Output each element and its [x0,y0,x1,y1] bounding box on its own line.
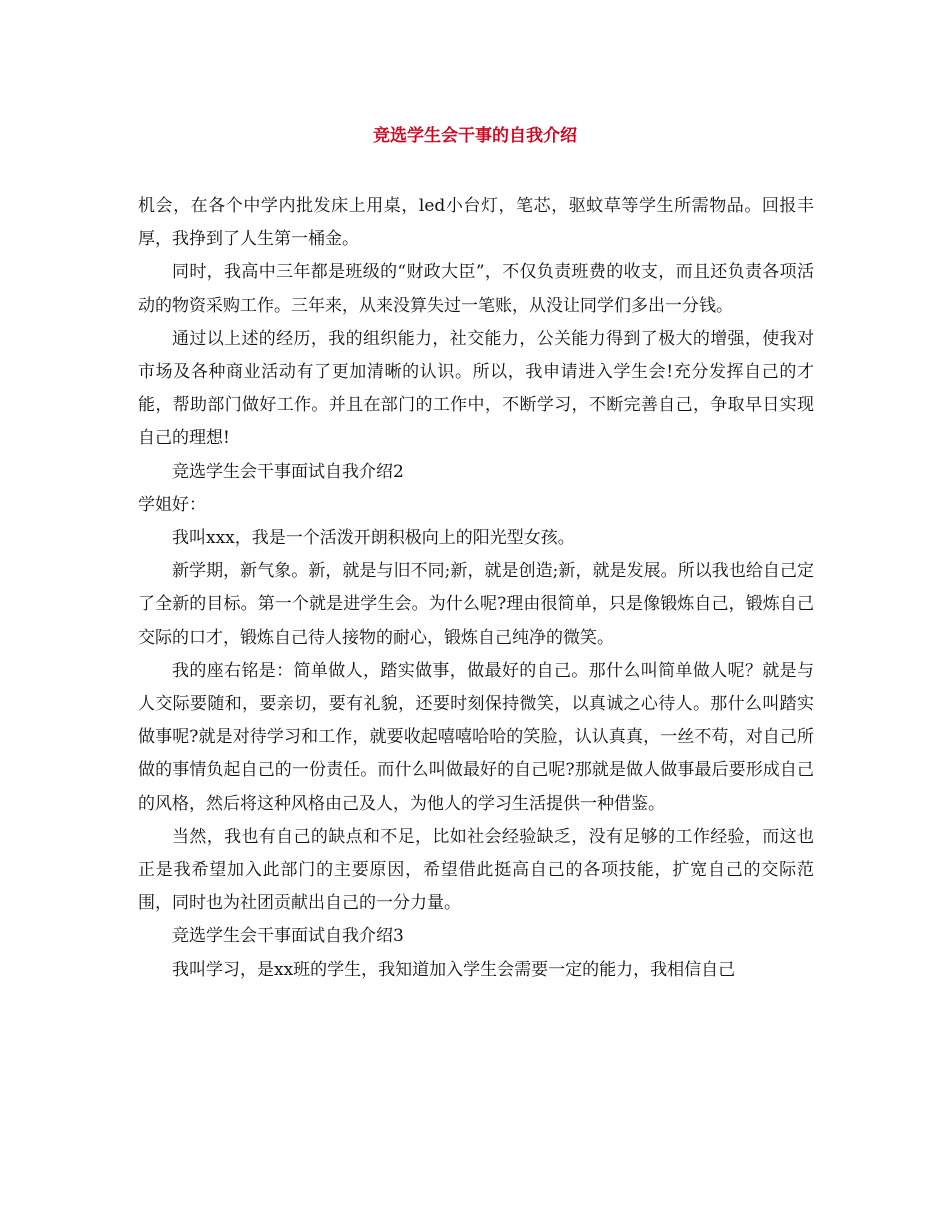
section-heading-3: 竞选学生会干事面试自我介绍3 [172,926,404,947]
paragraph-2: 同时，我高中三年都是班级的“财政大臣”，不仅负责班费的收支，而且还负责各项活动的物资采购工作。三年来，从来没算失过一笔账，从没让同学们多出一分钱。 [138,262,814,316]
section-heading-2: 竞选学生会干事面试自我介绍2 [172,461,404,482]
paragraph-7: 当然，我也有自己的缺点和不足，比如社会经验缺乏，没有足够的工作经验，而这也正是我希望加入此部门的主要原因，希望借此挺高自己的各项技能，扩宽自己的交际范围，同时也为社团贡献出自己的一分力量。 [138,826,814,914]
paragraph-6: 我的座右铭是：简单做人，踏实做事，做最好的自己。那什么叫简单做人呢？就是与人交际要随和，要亲切，要有礼貌，还要时刻保持微笑，以真诚之心待人。那什么叫踏实做事呢?就是对待学习和工作，就要收起嘻嘻哈哈的笑脸，认认真真，一丝不苟，对自己所做的事情负起自己的一份责任。而什么叫做最好的自己呢?那就是做人做事最后要形成自己的风格，然后将这种风格由己及人，为他人的学习生活提供一种借鉴。 [138,660,814,814]
document-body [138,190,814,987]
document-title: 竞选学生会干事的自我介绍 [373,126,577,146]
paragraph-3: 通过以上述的经历，我的组织能力，社交能力，公关能力得到了极大的增强，使我对市场及各种商业活动有了更加清晰的认识。所以，我申请进入学生会!充分发挥自己的才能，帮助部门做好工作。并且在部门的工作中，不断学习，不断完善自己，争取早日实现自己的理想! [138,328,814,449]
paragraph-8: 我叫学习，是xx班的学生，我知道加入学生会需要一定的能力，我相信自己 [172,959,736,980]
paragraph-1: 机会，在各个中学内批发床上用桌，led小台灯，笔芯，驱蚊草等学生所需物品。回报丰厚，我挣到了人生第一桶金。 [138,196,814,250]
paragraph-5: 新学期，新气象。新，就是与旧不同;新，就是创造;新，就是发展。所以我也给自己定了全新的目标。第一个就是进学生会。为什么呢?理由很简单，只是像锻炼自己，锻炼自己交际的口才，锻炼自己待人接物的耐心，锻炼自己纯净的微笑。 [138,561,814,648]
salutation: 学姐好： [138,494,206,515]
paragraph-4: 我叫xxx，我是一个活泼开朗积极向上的阳光型女孩。 [172,528,575,549]
